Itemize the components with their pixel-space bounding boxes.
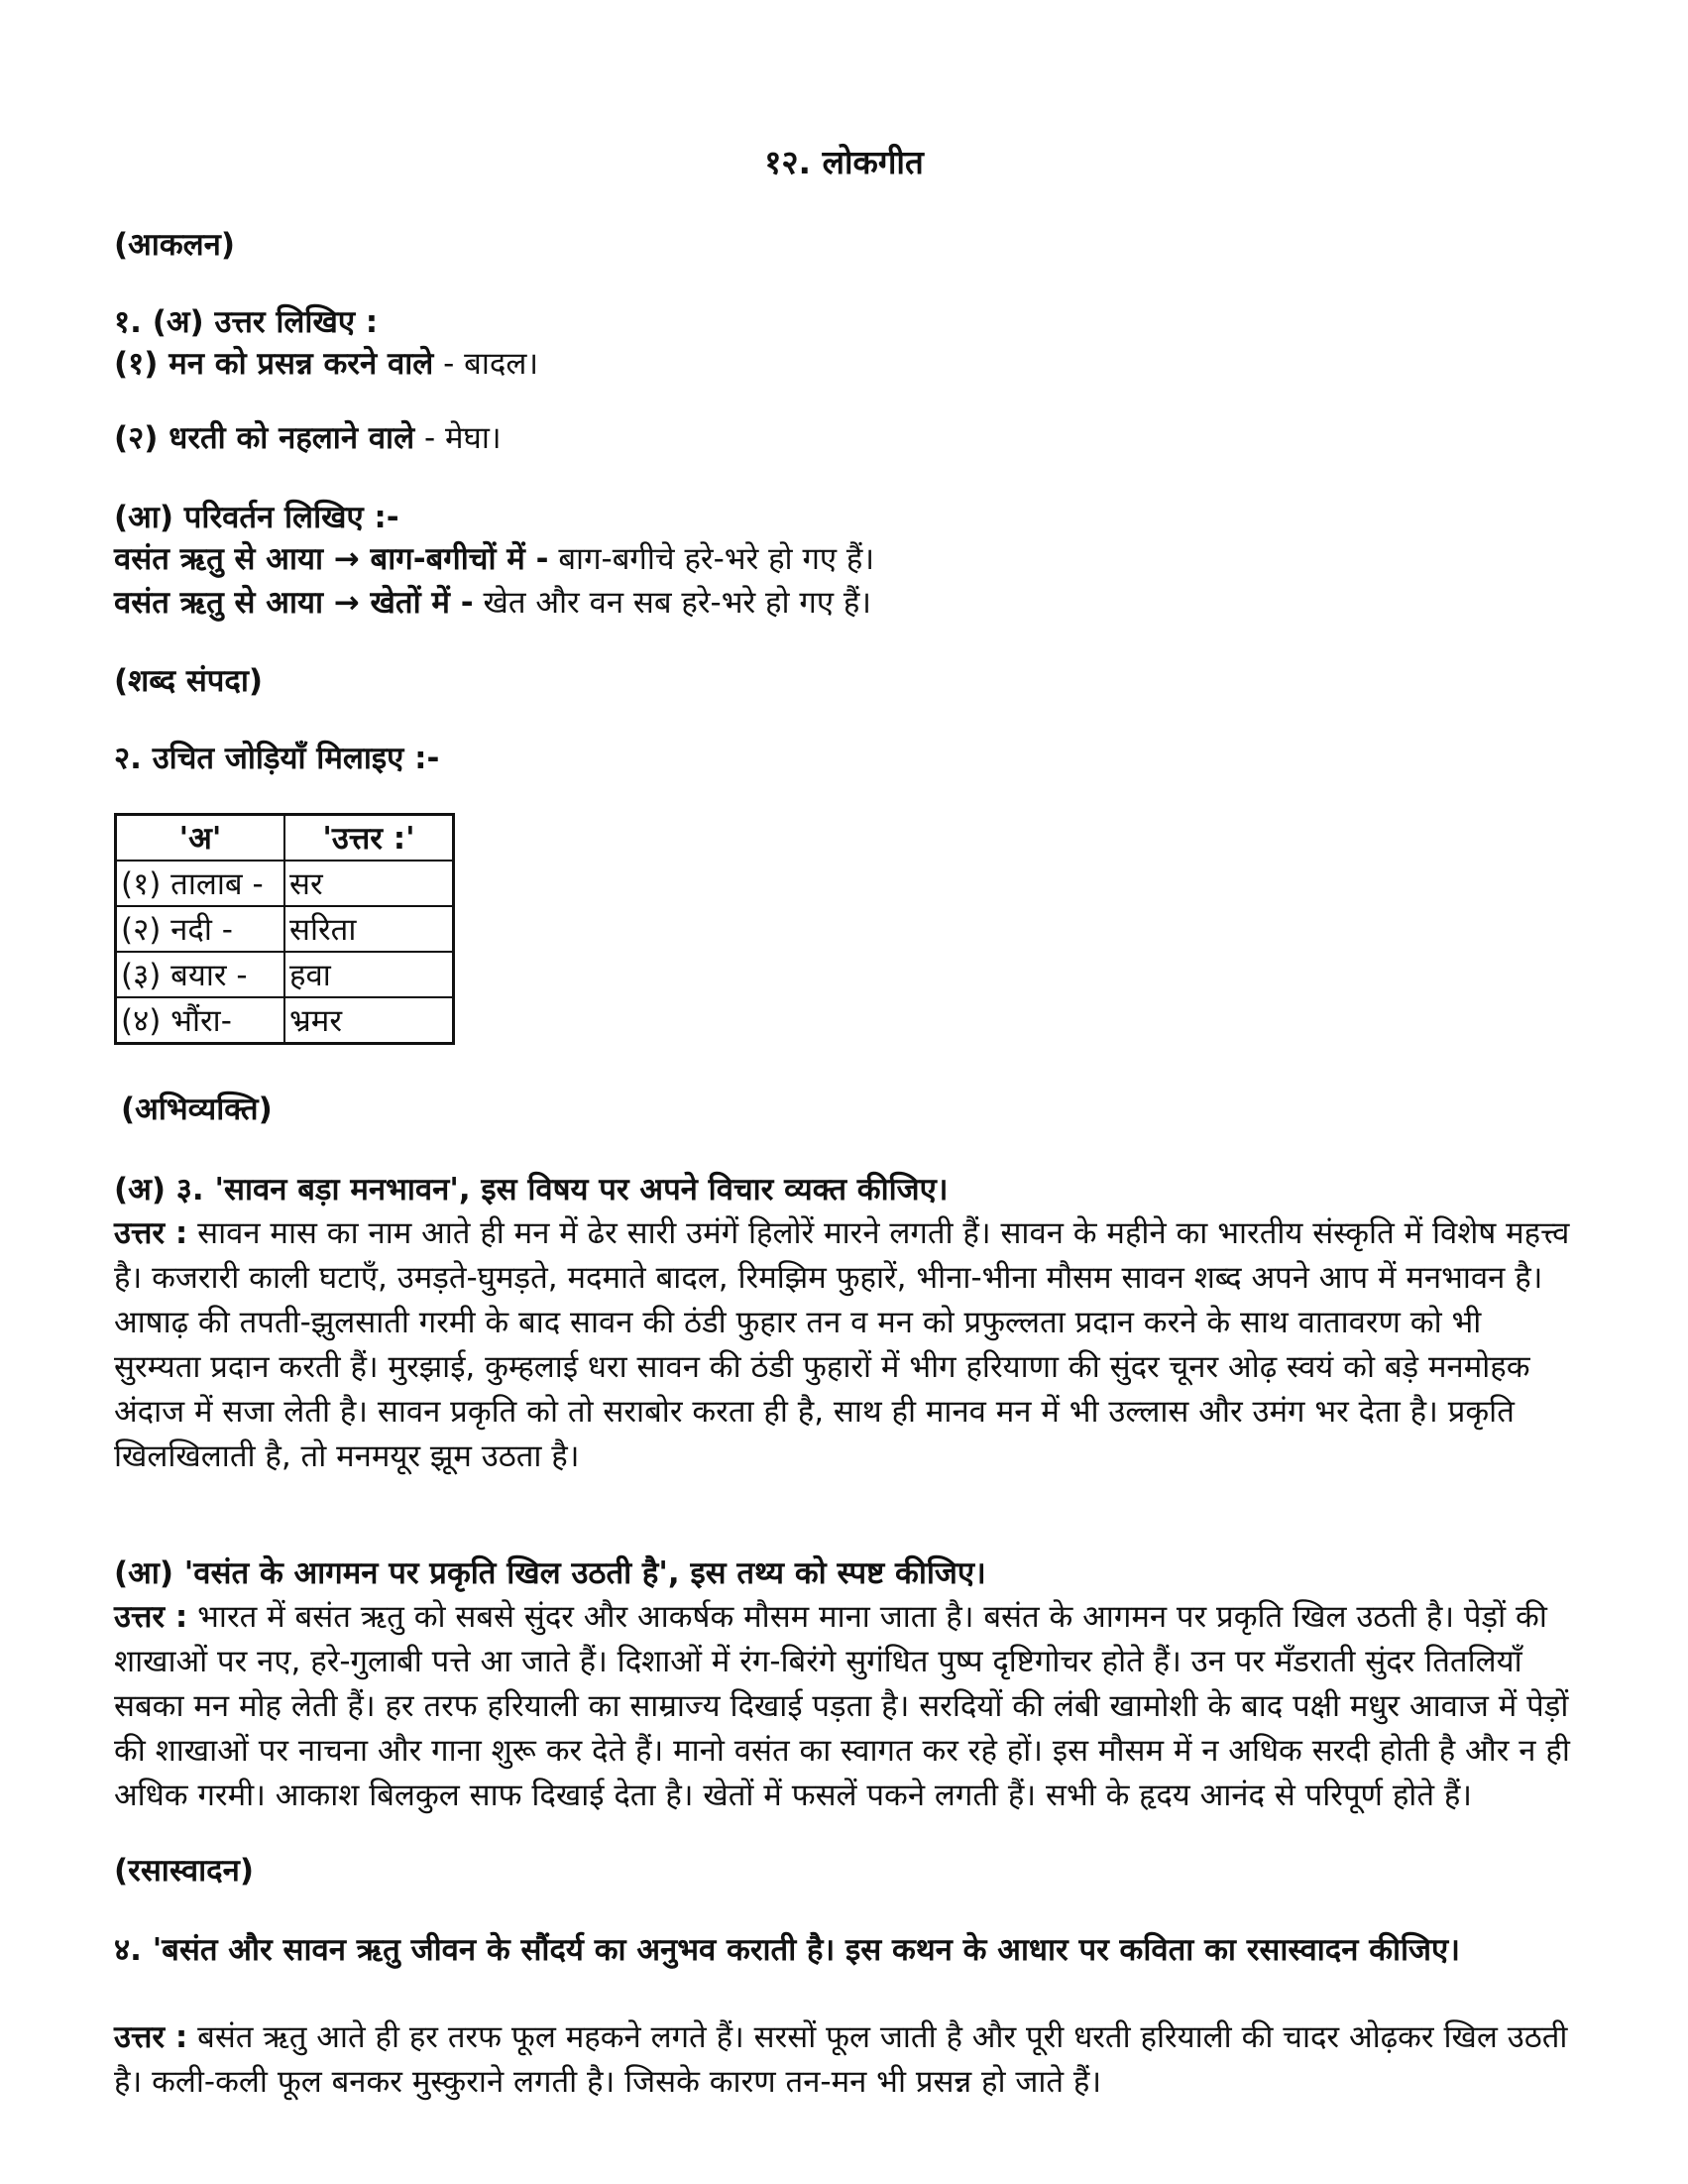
q3b-question: (आ) 'वसंत के आगमन पर प्रकृति खिल उठती है', इस तथ्य को स्पष्ट कीजिए। [114,1555,986,1591]
table-cell-answer: सरिता [284,906,454,952]
page-title: १२. लोकगीत [764,143,924,181]
section-heading-rasaswadan: (रसास्वादन) [114,1853,254,1889]
q1-item-2-question: (२) धरती को नहलाने वाले [114,420,415,456]
table-cell-answer: सर [284,861,454,906]
q4-answer-paragraph [114,2015,1571,2105]
q4-answer-text: बसंत ऋतु आते ही हर तरफ फूल महकने लगते हैं। सरसों फूल जाती है और पूरी धरती हरियाली की चादर ओढ़कर खिल उठती है। कली-कली फूल बनकर मुस्कुराने लगती है। जिसके कारण तन-मन भी प्रसन्न हो जाते हैं। [114,2019,1568,2100]
q1-item-2-answer: - मेघा। [414,420,502,456]
table-cell-answer: भ्रमर [284,997,454,1044]
q1-change-2 [114,581,871,625]
table-row [116,952,454,997]
q2-heading: २. उचित जोड़ियाँ मिलाइए :- [114,741,440,776]
section-heading-shabd-sampada: (शब्द संपदा) [114,663,264,699]
q1-heading: १. (अ) उत्तर लिखिए : [114,304,379,340]
q4-question: ४. 'बसंत और सावन ऋतु जीवन के सौंदर्य का अनुभव कराती है। इस कथन के आधार पर कविता का रसास्वादन कीजिए। [114,1932,1460,1968]
table-cell-a: (४) भौंरा- [116,997,285,1044]
q1-item-1-answer: - बादल। [433,346,539,382]
table-row [116,861,454,906]
q1-change-2-question: वसंत ऋतु से आया → खेतों में - [114,585,474,621]
table-cell-a: (२) नदी - [116,906,285,952]
table-cell-a: (३) बयार - [116,952,285,997]
q1-change-1-answer: बाग-बगीचे हरे-भरे हो गए हैं। [548,541,875,577]
table-row [116,997,454,1044]
table-header-row [116,815,454,862]
q1-item-2 [114,416,502,460]
table-row [116,906,454,952]
q3-answer-text: सावन मास का नाम आते ही मन में ढेर सारी उमंगें हिलोरें मारने लगती हैं। सावन के महीने का भारतीय संस्कृति में विशेष महत्त्व है। कजरारी काली घटाएँ, उमड़ते-घुमड़ते, मदमाते बादल, रिमझिम फुहारें, भीना-भीना मौसम सावन शब्द अपने आप में मनभावन है। आषाढ़ की तपती-झुलसाती गरमी के बाद सावन की ठंडी फुहार तन व मन को प्रफुल्लता प्रदान करने के साथ वातावरण को भी सुरम्यता प्रदान करती हैं। मुरझाई, कुम्हलाई धरा सावन की ठंडी फुहारों में भीग हरियाणा की सुंदर चूनर ओढ़ स्वयं को बड़े मनमोहक अंदाज में सजा लेती है। सावन प्रकृति को तो सराबोर करता ही है, साथ ही मानव मन में भी उल्लास और उमंग भर देता है। प्रकृति खिलखिलाती है, तो मनमयूर झूम उठता है। [114,1215,1570,1474]
q3b-answer-paragraph [114,1595,1571,1818]
q1-change-2-answer: खेत और वन सब हरे-भरे हो गए हैं। [473,585,872,621]
q1-change-1-question: वसंत ऋतु से आया → बाग-बगीचों में - [114,541,549,577]
section-heading-abhivyakti: (अभिव्यक्ति) [121,1092,273,1127]
column-header-answer: 'उत्तर :' [284,815,454,862]
q1-change-1 [114,537,874,581]
table-cell-a: (१) तालाब - [116,861,285,906]
q1-item-1-question: (१) मन को प्रसन्न करने वाले [114,346,434,382]
matching-pairs-table [114,813,455,1045]
q3-answer-paragraph [114,1211,1571,1479]
table-cell-answer: हवा [284,952,454,997]
q1-sub-heading: (आ) परिवर्तन लिखिए :- [114,500,399,535]
q3-question: (अ) ३. 'सावन बड़ा मनभावन', इस विषय पर अपने विचार व्यक्त कीजिए। [114,1172,949,1207]
q3b-answer-label: उत्तर : [114,1599,188,1635]
column-header-a: 'अ' [116,815,285,862]
q3b-answer-text: भारत में बसंत ऋतु को सबसे सुंदर और आकर्षक मौसम माना जाता है। बसंत के आगमन पर प्रकृति खिल उठती है। पेड़ों की शाखाओं पर नए, हरे-गुलाबी पत्ते आ जाते हैं। दिशाओं में रंग-बिरंगे सुगंधित पुष्प दृष्टिगोचर होते हैं। उन पर मँडराती सुंदर तितलियाँ सबका मन मोह लेती हैं। हर तरफ हरियाली का साम्राज्य दिखाई पड़ता है। सरदियों की लंबी खामोशी के बाद पक्षी मधुर आवाज में पेड़ों की शाखाओं पर नाचना और गाना शुरू कर देते हैं। मानो वसंत का स्वागत कर रहे हों। इस मौसम में न अधिक सरदी होती है और न ही अधिक गरमी। आकाश बिलकुल साफ दिखाई देता है। खेतों में फसलें पकने लगती हैं। सभी के हृदय आनंद से परिपूर्ण होते हैं। [114,1599,1570,1813]
q4-answer-label: उत्तर : [114,2019,188,2055]
q3-answer-label: उत्तर : [114,1215,188,1251]
q1-item-1 [114,342,538,386]
section-heading-aakalan: (आकलन) [114,227,236,263]
